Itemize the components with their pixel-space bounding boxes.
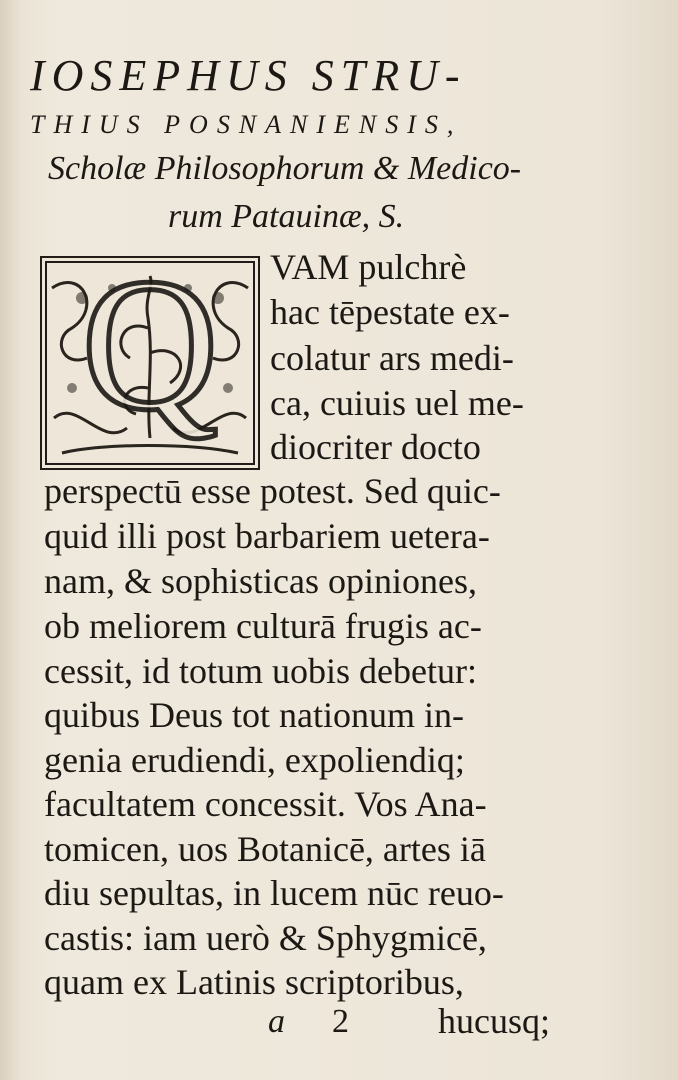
text-line: perspectū esse potest. Sed quic- bbox=[44, 471, 501, 511]
woodcut-ornament-icon bbox=[42, 258, 258, 468]
text-line: quibus Deus tot nationum in- bbox=[44, 695, 464, 735]
text-line: ob meliorem culturā frugis ac- bbox=[44, 606, 482, 646]
heading-line-2: THIUS POSNANIENSIS, bbox=[30, 110, 463, 139]
decorated-initial bbox=[40, 256, 260, 470]
heading-line-1: IOSEPHUS STRU- bbox=[30, 51, 467, 100]
text-line: tomicen, uos Botanicē, artes iā bbox=[44, 829, 486, 869]
catchword: hucusq; bbox=[438, 1001, 550, 1041]
text-line: hac tēpestate ex- bbox=[270, 292, 510, 332]
text-line: VAM pulchrè bbox=[270, 247, 467, 287]
text-line: cessit, id totum uobis debetur: bbox=[44, 651, 477, 691]
signature-mark: a bbox=[268, 1003, 285, 1040]
text-line: genia erudiendi, expoliendiq; bbox=[44, 740, 465, 780]
text-line: diu sepultas, in lucem nūc reuo- bbox=[44, 873, 504, 913]
heading-line-4: rum Patauinæ, S. bbox=[168, 198, 405, 235]
text-line: colatur ars medi- bbox=[270, 338, 514, 378]
text-line: quid illi post barbariem uetera- bbox=[44, 516, 490, 556]
text-line: ca, cuiuis uel me- bbox=[270, 383, 524, 423]
text-line: facultatem concessit. Vos Ana- bbox=[44, 784, 487, 824]
page-number: 2 bbox=[332, 1003, 349, 1040]
text-line: castis: iam uerò & Sphygmicē, bbox=[44, 918, 487, 958]
text-line: quam ex Latinis scriptoribus, bbox=[44, 962, 464, 1002]
initial-letter: Q bbox=[81, 258, 219, 450]
heading-line-3: Scholæ Philosophorum & Medico- bbox=[48, 150, 522, 187]
text-line: nam, & sophisticas opiniones, bbox=[44, 561, 477, 601]
text-line: diocriter docto bbox=[270, 427, 481, 467]
